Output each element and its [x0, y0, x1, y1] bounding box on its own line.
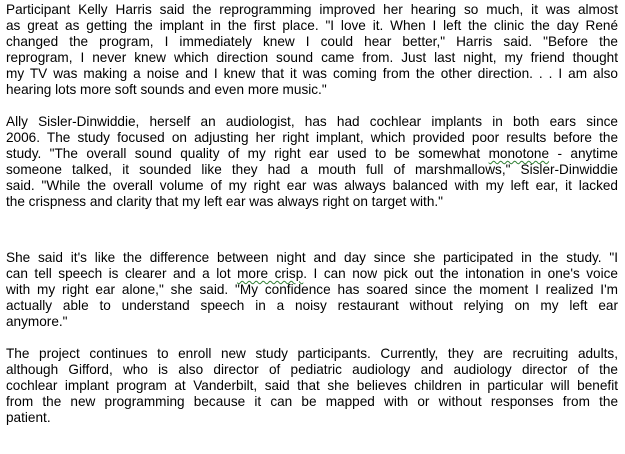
text-line: reprogram, I never knew which direction sound came from. Just last night, my friend thought — [6, 50, 618, 65]
text-line: She said it's like the difference between night and day since she participated in the study. "I — [6, 250, 618, 265]
paragraph-night-and-day — [6, 250, 618, 330]
text-segment: study. "The overall sound quality of my right ear used to be somewhat — [6, 146, 489, 161]
text-line: 2006. The study focused on adjusting her right implant, which provided poor results before the — [6, 130, 618, 145]
text-line: Participant Kelly Harris said the reprogramming improved her hearing so much, it was almost — [6, 2, 618, 17]
text-line: hearing lots more soft sounds and even more music." — [6, 82, 327, 97]
text-line: cochlear implant program at Vanderbilt, said that she believes children in particular will benefit — [6, 378, 618, 393]
text-segment: . I can now pick out the intonation in one's voice — [303, 266, 618, 281]
text-line: Ally Sisler-Dinwiddie, herself an audiologist, has had cochlear implants in both ears since — [6, 114, 618, 129]
text-line: with my right ear alone," she said. "My confidence has soared since the moment I realized I'm — [6, 282, 618, 297]
paragraph-spacer — [6, 98, 618, 114]
paragraph-spacer — [6, 330, 618, 346]
grammar-flagged-phrase[interactable]: more crisp — [237, 266, 304, 281]
grammar-flagged-word[interactable]: monotone — [488, 146, 550, 161]
text-line: said. "While the overall volume of my right ear was always balanced with my left ear, it lacked — [6, 178, 618, 193]
text-segment: can tell speech is clearer and a lot — [6, 266, 238, 281]
text-line: patient. — [6, 410, 51, 425]
text-line — [6, 146, 618, 162]
text-line: the crispness and clarity that my left ear was always right on target with." — [6, 194, 443, 209]
text-line: The project continues to enroll new study participants. Currently, they are recruiting adults, — [6, 346, 618, 361]
text-line: from the new programming because it can be mapped with or without responses from the — [6, 394, 618, 409]
text-segment: - anytime — [549, 146, 618, 161]
text-line: as great as getting the implant in the first place. "I love it. When I left the clinic the day René — [6, 18, 618, 33]
paragraph-spacer — [6, 210, 618, 250]
text-line — [6, 266, 618, 282]
paragraph-project-enrollment — [6, 346, 618, 426]
text-line: someone talked, it sounded like they had a mouth full of marshmallows," Sisler-Dinwiddie — [6, 162, 618, 177]
document-body — [6, 2, 618, 426]
text-line: changed the program, I immediately knew I could hear better," Harris said. "Before the — [6, 34, 618, 49]
text-line: although Gifford, who is also director of pediatric audiology and audiology director of the — [6, 362, 618, 377]
text-line: my TV was making a noise and I knew that it was coming from the other direction. . . I am also — [6, 66, 618, 81]
text-line: actually able to understand speech in a noisy restaurant without relying on my left ear — [6, 298, 618, 313]
paragraph-ally-sisler-dinwiddie — [6, 114, 618, 210]
paragraph-kelly-harris — [6, 2, 618, 98]
text-line: anymore." — [6, 314, 68, 329]
